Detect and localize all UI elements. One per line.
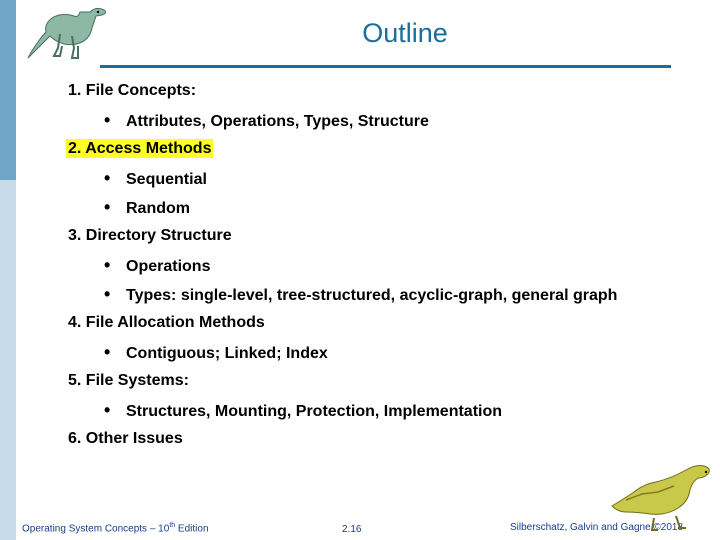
- dinosaur-icon: [606, 462, 720, 534]
- outline-item: [66, 225, 706, 254]
- bullet-icon: •: [104, 197, 111, 217]
- outline-subitem-label: Types: single-level, tree-structured, acyclic-graph, general graph: [126, 287, 618, 304]
- outline-subitem-label: Random: [126, 200, 190, 217]
- footer-book-sup: th: [169, 522, 176, 529]
- outline-subitem: [66, 283, 706, 312]
- bullet-icon: •: [104, 168, 111, 188]
- dinosaur-icon: [20, 4, 116, 70]
- outline-item: [66, 138, 706, 167]
- outline-item-label: 4. File Allocation Methods: [68, 314, 265, 331]
- outline-subitem-label: Operations: [126, 258, 211, 275]
- bullet-icon: •: [104, 342, 111, 362]
- accent-strip-dark: [0, 0, 16, 180]
- footer-authors: Silberschatz, Galvin and Gagne ©2018: [510, 522, 684, 533]
- outline-subitem: [66, 399, 706, 428]
- outline-subitem: [66, 196, 706, 225]
- outline-item: [66, 312, 706, 341]
- outline-item-label: 1. File Concepts:: [68, 82, 197, 99]
- outline-item-label: 6. Other Issues: [68, 430, 183, 447]
- outline-subitem: [66, 254, 706, 283]
- accent-strip-light: [0, 180, 16, 540]
- slide-title: Outline: [362, 18, 448, 48]
- left-accent-strip: [0, 0, 16, 540]
- outline-item-label: 2. Access Methods: [68, 140, 212, 157]
- footer-book-suffix: Edition: [175, 523, 209, 535]
- bullet-icon: •: [104, 255, 111, 275]
- outline-subitem-label: Structures, Mounting, Protection, Implementation: [126, 403, 503, 420]
- title-rule: [100, 65, 671, 68]
- outline-item-label: 5. File Systems:: [68, 372, 189, 389]
- bullet-icon: •: [104, 400, 111, 420]
- footer-book-prefix: Operating System Concepts – 10: [22, 523, 170, 535]
- outline-subitem: [66, 341, 706, 370]
- footer-page-number: 2.16: [342, 524, 362, 535]
- outline-item-label: 3. Directory Structure: [68, 227, 232, 244]
- outline-subitem: [66, 167, 706, 196]
- outline-item: [66, 80, 706, 109]
- bullet-icon: •: [104, 110, 111, 130]
- outline-item: [66, 370, 706, 399]
- outline-subitem: [66, 109, 706, 138]
- outline-list: [66, 80, 706, 457]
- bullet-icon: •: [104, 284, 111, 304]
- outline-subitem-label: Sequential: [126, 171, 207, 188]
- outline-item: [66, 428, 706, 457]
- outline-subitem-label: Attributes, Operations, Types, Structure: [126, 113, 429, 130]
- outline-subitem-label: Contiguous; Linked; Index: [126, 345, 328, 362]
- footer-book-title: [22, 522, 209, 534]
